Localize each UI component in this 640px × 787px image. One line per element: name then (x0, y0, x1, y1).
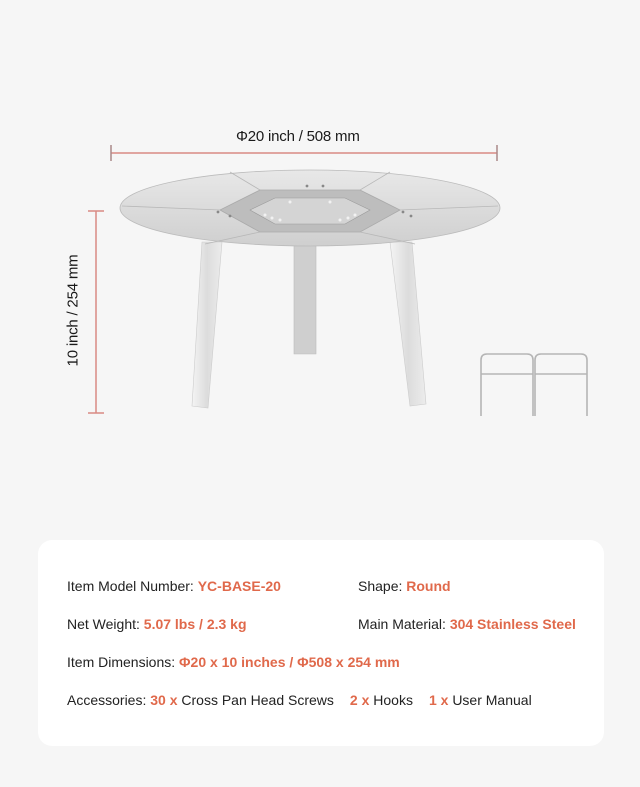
accessory-qty: 1 x (428, 692, 449, 708)
spec-shape (358, 578, 451, 594)
spec-model (67, 578, 281, 594)
width-dimension-label: Φ20 inch / 508 mm (236, 128, 360, 145)
accessory-qty: 30 x (150, 692, 178, 708)
spec-value: Φ20 x 10 inches / Φ508 x 254 mm (179, 654, 400, 670)
spec-value: YC-BASE-20 (197, 578, 281, 594)
spec-value: 304 Stainless Steel (449, 616, 576, 632)
height-dimension-label: 10 inch / 254 mm (64, 254, 82, 367)
spec-label: Accessories: (67, 692, 151, 708)
spec-label: Shape: (358, 578, 407, 594)
spec-label: Net Weight: (67, 616, 144, 632)
spec-label: Main Material: (358, 616, 450, 632)
fire-pit-stand-image (110, 160, 510, 420)
accessory-name: Hooks (373, 692, 413, 708)
spec-dimensions (67, 654, 400, 670)
spec-label: Item Model Number: (67, 578, 198, 594)
specifications-card (38, 540, 604, 746)
spec-value: 5.07 lbs / 2.3 kg (143, 616, 247, 632)
spec-weight (67, 616, 247, 632)
spec-label: Item Dimensions: (67, 654, 180, 670)
accessory-qty: 2 x (349, 692, 370, 708)
spec-material (358, 616, 576, 632)
height-dimension-line (84, 208, 108, 416)
accessory-name: Cross Pan Head Screws (181, 692, 334, 708)
hooks-image (475, 350, 595, 420)
spec-accessories (67, 692, 532, 708)
spec-value: Round (406, 578, 451, 594)
accessory-name: User Manual (452, 692, 532, 708)
